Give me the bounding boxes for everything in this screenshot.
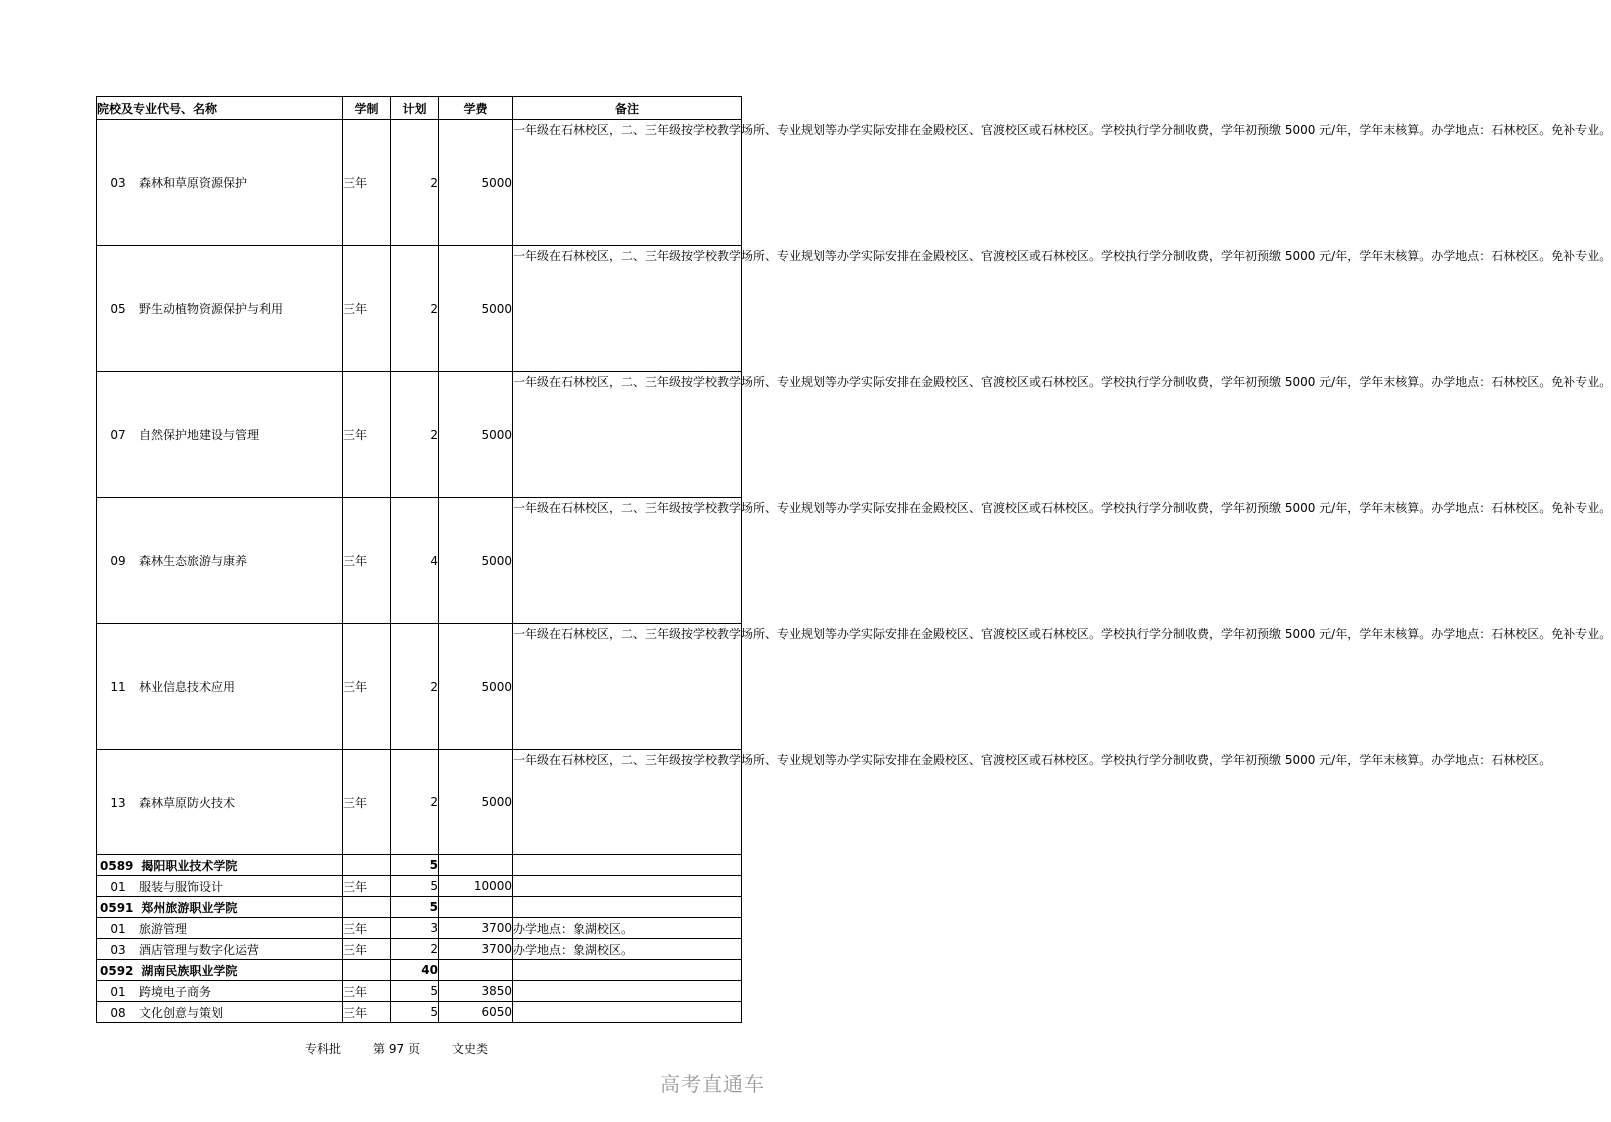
fee-cell: 5000 [439,624,513,750]
table-row [97,498,742,624]
note-cell [513,897,742,918]
plan-cell: 4 [391,498,439,624]
major-name-cell: 03 酒店管理与数字化运营 [97,939,343,960]
fee-cell: 5000 [439,750,513,855]
system-cell [343,855,391,876]
fee-cell: 5000 [439,372,513,498]
system-cell: 三年 [343,120,391,246]
footer-page-number: 第 97 页 [373,1042,420,1056]
system-cell: 三年 [343,498,391,624]
table-row [97,918,742,939]
system-cell: 三年 [343,1002,391,1023]
system-cell: 三年 [343,876,391,897]
table-row [97,750,742,855]
major-name-cell: 08 文化创意与策划 [97,1002,343,1023]
plan-cell: 2 [391,939,439,960]
school-plan-cell: 5 [391,897,439,918]
fee-cell [439,855,513,876]
page-footer [0,1040,793,1057]
note-cell: 一年级在石林校区，二、三年级按学校教学场所、专业规划等办学实际安排在金殿校区、官渡校区或石林校区。学校执行学分制收费，学年初预缴 5000 元/年，学年末核算。办学地点：石林校区。免补专业。 [513,624,742,750]
table-row [97,1002,742,1023]
fee-cell: 5000 [439,498,513,624]
note-cell: 办学地点：象湖校区。 [513,939,742,960]
footer-batch: 专科批 [305,1042,342,1056]
plan-cell: 5 [391,1002,439,1023]
fee-cell: 3850 [439,981,513,1002]
major-name-cell: 05 野生动植物资源保护与利用 [97,246,343,372]
system-cell: 三年 [343,918,391,939]
major-name-cell: 07 自然保护地建设与管理 [97,372,343,498]
watermark: 高考直通车 [660,1072,765,1096]
fee-cell [439,960,513,981]
table-row [97,372,742,498]
note-cell [513,876,742,897]
fee-cell: 6050 [439,1002,513,1023]
school-row [97,897,742,918]
school-plan-cell: 5 [391,855,439,876]
admissions-table [96,96,1611,1023]
plan-cell: 2 [391,120,439,246]
header-fee: 学费 [439,97,513,120]
table-row [97,981,742,1002]
table-header-row [97,97,742,120]
plan-cell: 2 [391,372,439,498]
fee-cell: 3700 [439,918,513,939]
system-cell [343,897,391,918]
major-name-cell: 01 服装与服饰设计 [97,876,343,897]
system-cell: 三年 [343,981,391,1002]
major-name-cell: 13 森林草原防火技术 [97,750,343,855]
plan-cell: 3 [391,918,439,939]
system-cell [343,960,391,981]
note-cell [513,960,742,981]
note-cell [513,1002,742,1023]
plan-cell: 2 [391,750,439,855]
footer-category: 文史类 [451,1042,488,1056]
note-cell: 一年级在石林校区，二、三年级按学校教学场所、专业规划等办学实际安排在金殿校区、官渡校区或石林校区。学校执行学分制收费，学年初预缴 5000 元/年，学年末核算。办学地点：石林校区。免补专业。 [513,372,742,498]
major-name-cell: 01 跨境电子商务 [97,981,343,1002]
system-cell: 三年 [343,624,391,750]
school-row [97,960,742,981]
fee-cell: 10000 [439,876,513,897]
header-note: 备注 [513,97,742,120]
header-name: 院校及专业代号、名称 [97,97,343,120]
plan-cell: 2 [391,624,439,750]
note-cell [513,855,742,876]
fee-cell: 5000 [439,120,513,246]
plan-cell: 5 [391,876,439,897]
major-name-cell: 01 旅游管理 [97,918,343,939]
note-cell: 一年级在石林校区，二、三年级按学校教学场所、专业规划等办学实际安排在金殿校区、官渡校区或石林校区。学校执行学分制收费，学年初预缴 5000 元/年，学年末核算。办学地点：石林校区。 [513,750,742,855]
table-row [97,246,742,372]
note-cell [513,981,742,1002]
plan-cell: 5 [391,981,439,1002]
table-row [97,624,742,750]
table-row [97,120,742,246]
header-plan: 计划 [391,97,439,120]
plan-cell: 2 [391,246,439,372]
table-row [97,876,742,897]
major-name-cell: 09 森林生态旅游与康养 [97,498,343,624]
note-cell: 一年级在石林校区，二、三年级按学校教学场所、专业规划等办学实际安排在金殿校区、官渡校区或石林校区。学校执行学分制收费，学年初预缴 5000 元/年，学年末核算。办学地点：石林校区。免补专业。 [513,120,742,246]
school-name-cell: 0592 湖南民族职业学院 [97,960,343,981]
note-cell: 办学地点：象湖校区。 [513,918,742,939]
table-row [97,939,742,960]
note-cell: 一年级在石林校区，二、三年级按学校教学场所、专业规划等办学实际安排在金殿校区、官渡校区或石林校区。学校执行学分制收费，学年初预缴 5000 元/年，学年末核算。办学地点：石林校区。免补专业。 [513,498,742,624]
major-name-cell: 03 森林和草原资源保护 [97,120,343,246]
fee-cell: 3700 [439,939,513,960]
header-system: 学制 [343,97,391,120]
school-name-cell: 0589 揭阳职业技术学院 [97,855,343,876]
system-cell: 三年 [343,939,391,960]
major-name-cell: 11 林业信息技术应用 [97,624,343,750]
fee-cell [439,897,513,918]
school-name-cell: 0591 郑州旅游职业学院 [97,897,343,918]
school-plan-cell: 40 [391,960,439,981]
system-cell: 三年 [343,246,391,372]
system-cell: 三年 [343,372,391,498]
note-cell: 一年级在石林校区，二、三年级按学校教学场所、专业规划等办学实际安排在金殿校区、官渡校区或石林校区。学校执行学分制收费，学年初预缴 5000 元/年，学年末核算。办学地点：石林校区。免补专业。 [513,246,742,372]
system-cell: 三年 [343,750,391,855]
fee-cell: 5000 [439,246,513,372]
school-row [97,855,742,876]
